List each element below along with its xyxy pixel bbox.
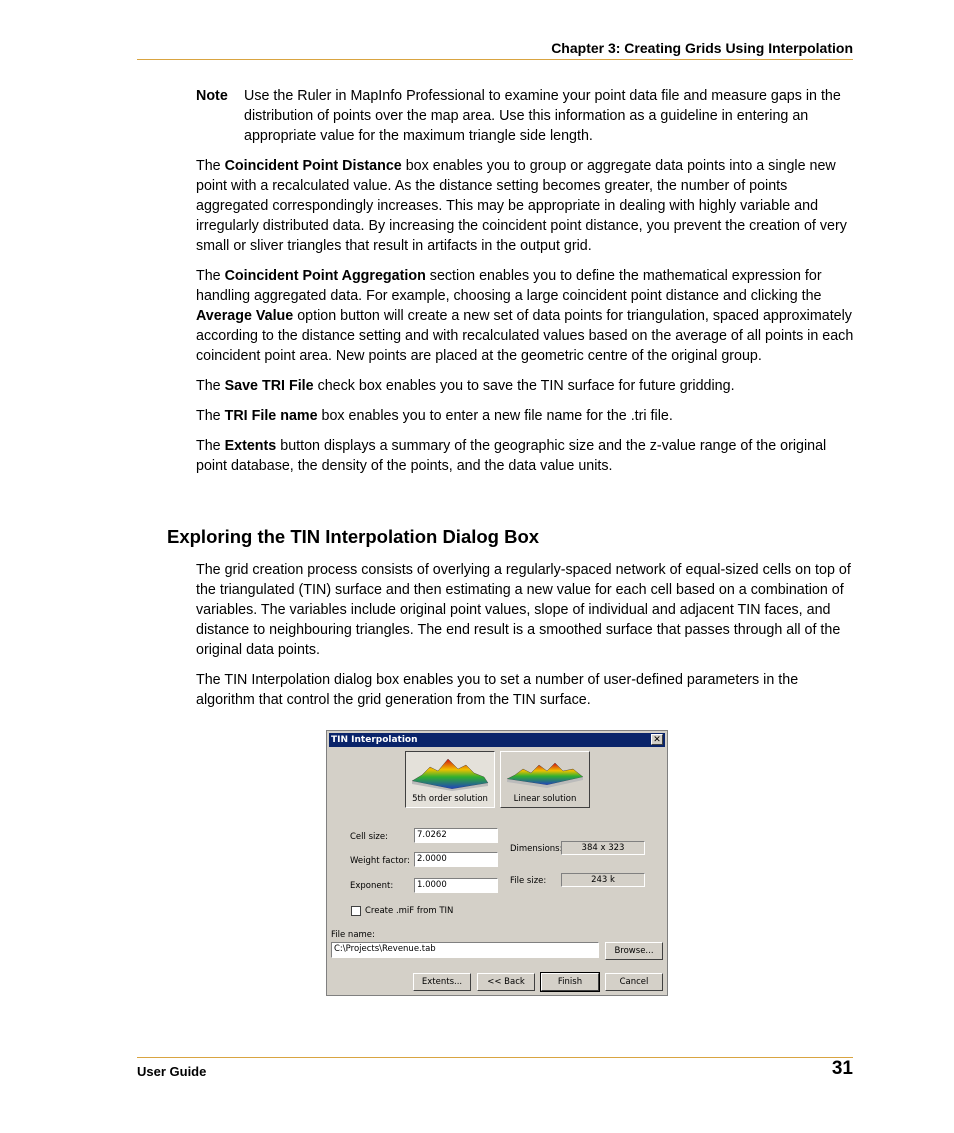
paragraph-coincident-aggregation: The Coincident Point Aggregation section enables you to define the mathematical expression for handling aggregated data. For example, choosing a large coincident point distance and clicking the Average Value option button will create a new set of data points for triangulation, spaced approximately according to the distance setting and with recalculated values based on the average of all points in each coincident point area. New points are placed at the geometric centre of the original group. (196, 268, 854, 364)
file-size-label: File size: (510, 876, 547, 886)
cell-size-label: Cell size: (350, 832, 388, 842)
file-name-label: File name: (331, 930, 375, 940)
cancel-button[interactable]: Cancel (605, 973, 663, 991)
fifth-order-label: 5th order solution (412, 794, 488, 804)
footer-rule (137, 1057, 853, 1058)
dialog-title: TIN Interpolation (331, 735, 418, 745)
section-heading: Exploring the TIN Interpolation Dialog Box (167, 526, 540, 547)
weight-factor-input[interactable]: 2.0000 (414, 852, 498, 867)
chapter-title: Chapter 3: Creating Grids Using Interpolation (551, 40, 853, 56)
linear-solution-label: Linear solution (513, 794, 577, 804)
exponent-input[interactable]: 1.0000 (414, 878, 498, 893)
note-block (196, 86, 856, 146)
header-rule (137, 59, 853, 60)
dialog-titlebar (329, 733, 665, 747)
page-number: 31 (831, 1058, 853, 1079)
weight-factor-label: Weight factor: (350, 856, 410, 866)
exponent-label: Exponent: (350, 881, 394, 891)
note-label: Note (196, 88, 228, 104)
paragraph-coincident-distance: The Coincident Point Distance box enables you to group or aggregate data points into a single new point with a recalculated value. As the distance setting becomes greater, the number of points aggregated correspondingly increases. This may be appropriate in dealing with highly variable and irregularly distributed data. By increasing the coincident point distance, you prevent the creation of very small or sliver triangles that result in artifacts in the output grid. (196, 158, 847, 254)
dimensions-value: 384 x 323 (561, 841, 645, 855)
surface-5th-order-icon (408, 755, 492, 791)
paragraph-save-tri: The Save TRI File check box enables you to save the TIN surface for future gridding. (196, 378, 735, 394)
fifth-order-solution-button[interactable] (405, 751, 495, 808)
paragraph-tri-file-name: The TRI File name box enables you to enter a new file name for the .tri file. (196, 408, 673, 424)
note-text: Use the Ruler in MapInfo Professional to examine your point data file and measure gaps in the distribution of points over the map area. Use this information as a guideline in entering an appropriate value for the maximum triangle side length. (244, 88, 841, 144)
paragraph-dialog-intro: The TIN Interpolation dialog box enables you to set a number of user-defined parameters in the algorithm that control the grid generation from the TIN surface. (196, 672, 799, 708)
body-paragraphs (196, 156, 856, 486)
browse-button[interactable]: Browse... (605, 942, 663, 960)
create-mif-label: Create .miF from TIN (365, 906, 454, 916)
close-button[interactable]: ✕ (651, 734, 663, 745)
linear-solution-button[interactable] (500, 751, 590, 808)
back-button[interactable]: << Back (477, 973, 535, 991)
finish-button[interactable]: Finish (541, 973, 599, 991)
cell-size-input[interactable]: 7.0262 (414, 828, 498, 843)
surface-linear-icon (503, 755, 587, 791)
create-mif-checkbox[interactable] (351, 906, 361, 916)
footer-guide-title: User Guide (137, 1064, 207, 1079)
extents-button[interactable]: Extents... (413, 973, 471, 991)
file-name-input[interactable]: C:\Projects\Revenue.tab (331, 942, 599, 958)
paragraph-extents: The Extents button displays a summary of the geographic size and the z-value range of the original point database, the density of the points, and the data value units. (196, 438, 827, 474)
tin-interpolation-dialog (326, 730, 668, 996)
dimensions-label: Dimensions: (510, 844, 563, 854)
file-size-value: 243 k (561, 873, 645, 887)
section-paragraphs (196, 560, 856, 720)
paragraph-grid-creation: The grid creation process consists of overlying a regularly-spaced network of equal-sized cells on top of the triangulated (TIN) surface and then estimating a new value for each cell based on a combination of variables. The variables include original point values, slope of individual and adjacent TIN faces, and distance to neighbouring triangles. The end result is a smoothed surface that passes through all of the original data points. (196, 562, 851, 658)
